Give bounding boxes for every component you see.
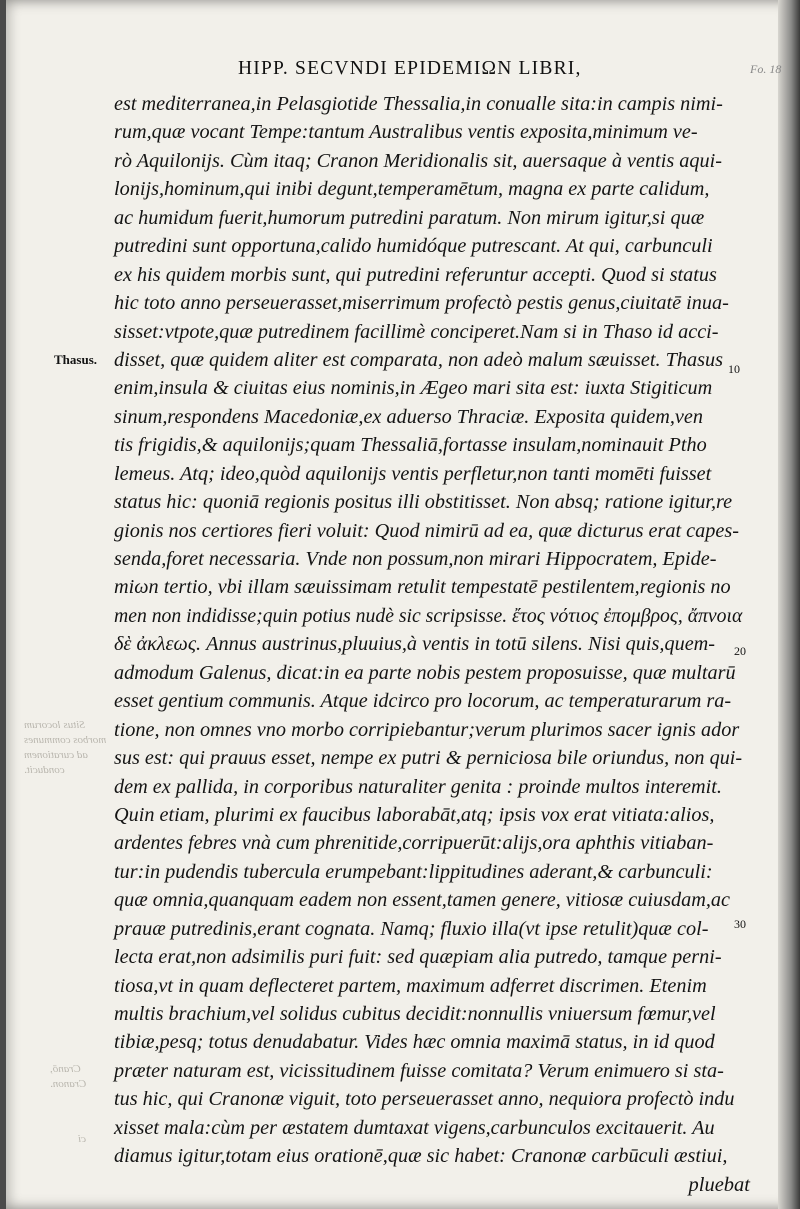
- text-line: rum,quæ vocant Tempe:tantum Australibus ventis exposita,minimum ve-: [114, 121, 698, 144]
- text-line: sinum,respondens Macedoniæ,ex aduerso Thraciæ. Exposita quidem,ven: [114, 405, 704, 428]
- text-line: tis frigidis,& aquilonijs;quam Thessaliā,fortasse insulam,nominauit Ptho: [114, 434, 707, 457]
- text-line: tiosa,vt in quam deflecteret partem, maximum adferret discrimen. Etenim: [114, 974, 707, 997]
- text-line: tione, non omnes vno morbo corripiebantur;verum plurimos sacer ignis ador: [114, 718, 740, 741]
- body-text: [114, 90, 750, 1199]
- text-line: tur:in pudendis tubercula erumpebant:lippitudines aderant,& carbunculi:: [114, 860, 713, 883]
- text-line: rò Aquilonijs. Cùm itaq; Cranon Meridionalis sit, auersaque à ventis aqui-: [114, 149, 723, 172]
- running-head: HIPP. SECVNDI EPIDEMIΩN LIBRI,: [238, 58, 582, 79]
- book-page: [6, 0, 800, 1209]
- text-line: men non indidisse;quin potius nudè sic scripsisse. ἔτος νότιος ἐπομβρος, ἄπνοια: [114, 604, 743, 627]
- text-line: sisset:vtpote,quæ putredinem facillimè conciperet.Nam si in Thaso id acci-: [114, 320, 719, 343]
- text-line: dem ex pallida, in corporibus naturaliter genita : proinde multos interemit.: [114, 775, 722, 798]
- text-line: tibiæ,pesq; totus denudabatur. Vides hæc omnia maximā status, in id quod: [114, 1031, 715, 1054]
- margin-note: Thasus.: [54, 352, 97, 367]
- catchword: pluebat: [688, 1173, 750, 1196]
- text-line: admodum Galenus, dicat:in ea parte nobis pestem proposuisse, quæ multarū: [114, 661, 736, 684]
- text-line: ex his quidem morbis sunt, qui putredini referuntur accepti. Quod si status: [114, 263, 717, 286]
- text-line: enim,insula & ciuitas eius nominis,in Ægeo mari sita est: iuxta Stigiticum: [114, 377, 713, 400]
- text-line: lecta erat,non adsimilis puri fuit: sed quæpiam alia putredo, tamque perni-: [114, 946, 722, 969]
- text-line: prauæ putredinis,erant cognata. Namq; fluxio illa(vt ipse retulit)quæ col-: [114, 917, 709, 940]
- bleed-through-text: Situs locorum morbos communes ad curationem conducit.: [24, 719, 107, 776]
- text-line: hic toto anno perseuerasset,miserrimum profectò pestis genus,ciuitatē inua-: [114, 292, 729, 315]
- line-number: 20: [734, 644, 746, 658]
- text-line: multis brachium,vel solidus cubitus decidit:nonnullis vniuersum fœmur,vel: [114, 1003, 716, 1025]
- text-line: miωn tertio, vbi illam sæuissimam retulit tempestatē pestilentem,regionis no: [114, 576, 731, 599]
- bleed-through-text: ci: [78, 1133, 86, 1145]
- line-number: 10: [728, 362, 740, 376]
- text-line: ardentes febres vnà cum phrenitide,corripuerūt:alijs,ora aphthis vitiaban-: [114, 832, 714, 855]
- text-line: diamus igitur,totam eius orationē,quæ sic habet: Cranonæ carbūculi æstiui,: [114, 1145, 728, 1168]
- text-line: disset, quæ quidem aliter est comparata, non adeò malum sæuisset. Thasus: [114, 348, 723, 371]
- text-line: δὲ ἀκλεως. Annus austrinus,pluuius,à ventis in totū silens. Nisi quis,quem-: [114, 633, 716, 656]
- bleed-through-text: Cranō, Cranon.: [50, 1063, 87, 1090]
- text-line: Quin etiam, plurimi ex faucibus laborabāt,atq; ipsis vox erat vitiata:alios,: [114, 803, 715, 826]
- line-number: 30: [734, 917, 746, 931]
- text-line: lemeus. Atq; ideo,quòd aquilonijs ventis perfletur,non tanti momēti fuisset: [114, 462, 712, 485]
- text-line: sus est: qui prauus esset, nempe ex putri & perniciosa bile oriundus, non qui-: [114, 747, 743, 770]
- page-edge-shadow: [778, 0, 800, 1209]
- text-line: præter naturam est, vicissitudinem fuisse comitata? Verum enimuero si sta-: [114, 1059, 724, 1082]
- text-line: est mediterranea,in Pelasgiotide Thessalia,in conualle sita:in campis nimi-: [114, 93, 723, 115]
- text-line: ac humidum fuerit,humorum putredini paratum. Non mirum igitur,si quæ: [114, 206, 705, 229]
- text-line: gionis nos certiores fieri voluit: Quod nimirū ad ea, quæ dicturus erat capes-: [114, 519, 740, 542]
- text-line: xisset mala:cùm per æstatem dumtaxat vigens,carbunculos excitauerit. Au: [114, 1116, 715, 1139]
- text-line: tus hic, qui Cranonæ viguit, toto perseuerasset anno, nequiora profectò indu: [114, 1088, 735, 1111]
- text-line: status hic: quoniā regionis positus illi obstitisset. Non absq; ratione igitur,re: [114, 491, 733, 514]
- text-line: lonijs,hominum,qui inibi degunt,temperamētum, magna ex parte calidum,: [114, 178, 710, 201]
- text-line: senda,foret necessaria. Vnde non possum,non mirari Hippocratem, Epide-: [114, 548, 717, 570]
- folio-number: Fo. 18: [750, 62, 782, 76]
- text-line: quæ omnia,quanquam eadem non essent,tamen genere, vitiosæ cuiusdam,ac: [114, 889, 730, 912]
- text-line: putredini sunt opportuna,calido humidóque putrescant. At qui, carbunculi: [114, 235, 713, 258]
- text-line: esset gentium communis. Atque idcirco pro locorum, ac temperaturarum ra-: [114, 690, 732, 713]
